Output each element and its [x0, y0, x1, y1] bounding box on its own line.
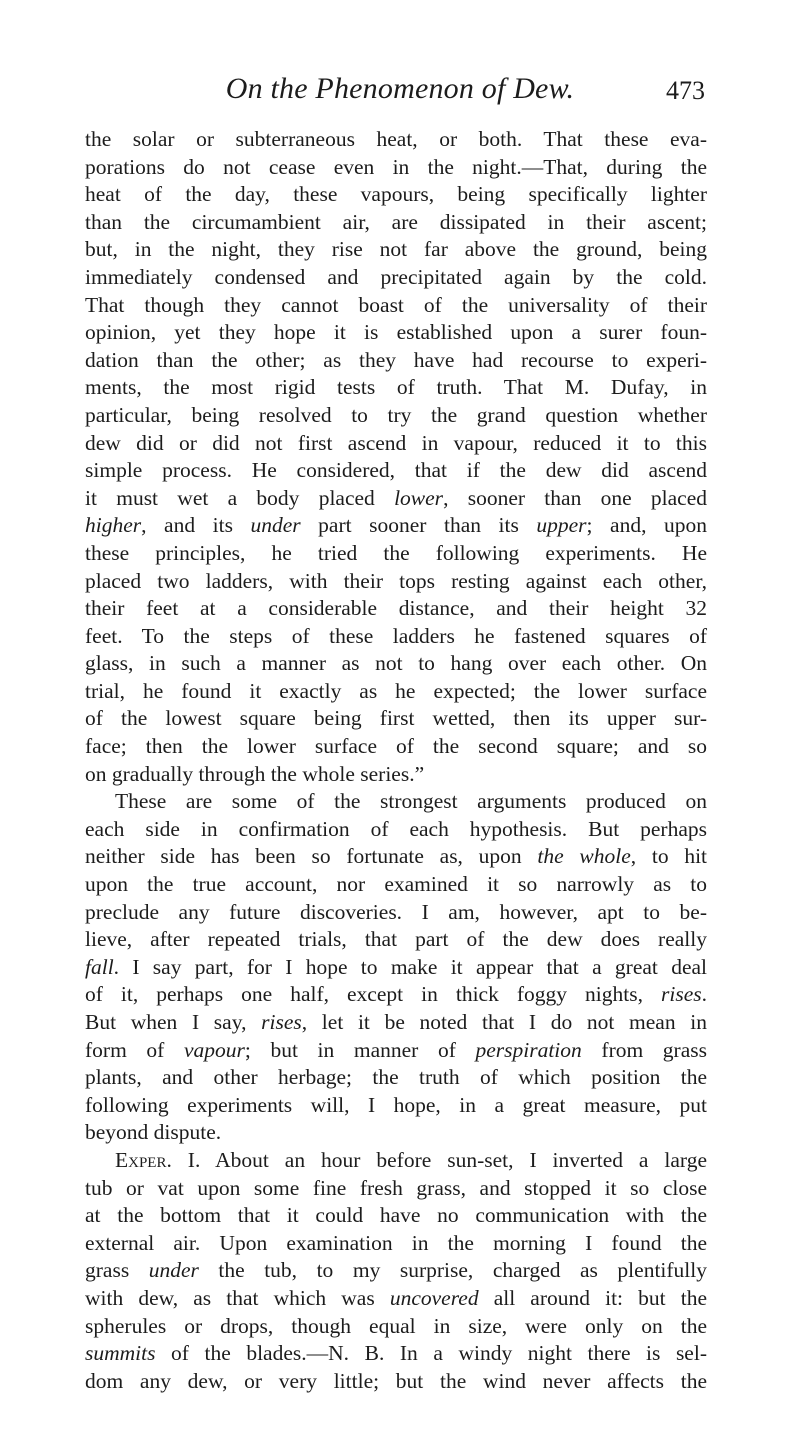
text-line: [85, 181, 707, 209]
text-line: [85, 871, 707, 899]
italic-text: higher: [85, 513, 142, 538]
text-segment: but, in the night, they rise not far above the ground, being: [85, 237, 707, 262]
text-line: [85, 209, 707, 237]
text-segment: from grass: [581, 1037, 707, 1062]
text-line: [85, 1257, 707, 1285]
text-segment: beyond dispute.: [85, 1120, 222, 1145]
body-text: [85, 126, 707, 1395]
text-line: [85, 402, 707, 430]
text-line: [85, 981, 707, 1009]
running-title: On the Phenomenon of Dew.: [225, 72, 575, 105]
text-line: [85, 623, 707, 651]
text-segment: dation than the other; as they have had recourse to experi-: [85, 347, 707, 372]
text-segment: each side in confirmation of each hypothesis. But perhaps: [85, 816, 707, 841]
text-segment: these principles, he tried the following experiments. He: [85, 540, 707, 565]
text-line: [85, 264, 707, 292]
text-line: [85, 954, 707, 982]
text-line: [85, 292, 707, 320]
text-line: [85, 1147, 707, 1175]
italic-text: perspiration: [475, 1037, 582, 1062]
text-line: [85, 899, 707, 927]
text-segment: dew did or did not first ascend in vapour, reduced it to this: [85, 430, 707, 455]
text-line: [85, 1340, 707, 1368]
text-segment: at the bottom that it could have no communication with the: [85, 1203, 707, 1228]
italic-text: under: [250, 513, 301, 538]
text-line: [85, 126, 707, 154]
page-number: 473: [666, 76, 705, 105]
text-segment: placed two ladders, with their tops resting against each other,: [85, 568, 707, 593]
text-segment: neither side has been so fortunate as, upon: [85, 844, 538, 869]
text-line: [85, 568, 707, 596]
text-segment: form of: [85, 1037, 184, 1062]
text-line: [85, 761, 707, 789]
text-line: [85, 843, 707, 871]
text-segment: . I. About an hour before sun-set, I inverted a large: [166, 1147, 707, 1172]
text-segment: of it, perhaps one half, except in thick foggy nights,: [85, 982, 661, 1007]
italic-text: rises: [661, 982, 702, 1007]
italic-text: under: [148, 1258, 199, 1283]
text-segment: their feet at a considerable distance, and their height 32: [85, 596, 707, 621]
text-line: [85, 788, 707, 816]
text-line: [85, 1064, 707, 1092]
italic-text: rises: [261, 1010, 302, 1034]
italic-text: vapour: [183, 1037, 245, 1062]
text-line: [85, 512, 707, 540]
text-segment: , sooner than one placed: [443, 485, 707, 510]
text-segment: , let it be noted that I do not mean in: [301, 1010, 707, 1034]
text-segment: feet. To the steps of these ladders he fastened squares of: [85, 623, 707, 648]
text-segment: ments, the most rigid tests of truth. That M. Dufay, in: [85, 375, 707, 400]
text-segment: than the circumambient air, are dissipated in their ascent;: [85, 209, 707, 234]
text-line: [85, 1037, 707, 1065]
text-segment: trial, he found it exactly as he expected; the lower surface: [85, 678, 707, 703]
text-segment: immediately condensed and precipitated again by the cold.: [85, 264, 707, 289]
text-segment: of the lowest square being first wetted, then its upper sur-: [85, 706, 707, 731]
text-line: [85, 1092, 707, 1120]
text-line: [85, 1009, 707, 1037]
italic-text: the whole: [537, 844, 631, 869]
text-segment: dom any dew, or very little; but the wind never affects the: [85, 1368, 707, 1393]
italic-text: uncovered: [389, 1285, 479, 1310]
text-segment: of the blades.—N. B. In a windy night there is sel-: [155, 1341, 707, 1366]
text-segment: grass: [85, 1258, 149, 1283]
text-segment: preclude any future discoveries. I am, however, apt to be-: [85, 899, 707, 924]
text-line: [85, 816, 707, 844]
text-line: [85, 347, 707, 375]
text-segment: opinion, yet they hope it is established upon a surer foun-: [85, 320, 707, 345]
text-segment: following experiments will, I hope, in a great measure, put: [85, 1092, 707, 1117]
text-segment: spherules or drops, though equal in size, were only on the: [85, 1313, 707, 1338]
text-line: [85, 374, 707, 402]
text-segment: But when I say,: [85, 1010, 262, 1034]
text-segment: on gradually through the whole series.”: [85, 761, 425, 786]
text-line: [85, 1202, 707, 1230]
text-line: [85, 540, 707, 568]
text-line: [85, 485, 707, 513]
text-line: [85, 236, 707, 264]
text-segment: glass, in such a manner as not to hang over each other. On: [85, 651, 707, 676]
text-segment: tub or vat upon some fine fresh grass, and stopped it so close: [85, 1175, 707, 1200]
text-line: [85, 1285, 707, 1313]
text-segment: the solar or subterraneous heat, or both. That these eva-: [85, 127, 707, 151]
text-line: [85, 1119, 707, 1147]
text-line: [85, 154, 707, 182]
smallcaps-text: Exper: [115, 1147, 167, 1172]
text-segment: .: [701, 982, 707, 1007]
text-segment: ; and, upon: [586, 513, 707, 538]
text-line: [85, 1230, 707, 1258]
italic-text: upper: [536, 513, 587, 538]
text-segment: it must wet a body placed: [85, 485, 395, 510]
text-segment: particular, being resolved to try the grand question whether: [85, 402, 707, 427]
text-segment: the tub, to my surprise, charged as plentifully: [198, 1258, 707, 1283]
italic-text: fall: [85, 954, 114, 979]
text-segment: external air. Upon examination in the morning I found the: [85, 1230, 707, 1255]
text-segment: These are some of the strongest arguments produced on: [115, 789, 707, 814]
text-segment: That though they cannot boast of the universality of their: [85, 292, 707, 317]
text-line: [85, 457, 707, 485]
text-segment: lieve, after repeated trials, that part of the dew does really: [85, 927, 707, 952]
text-segment: part sooner than its: [300, 513, 537, 538]
text-segment: plants, and other herbage; the truth of which position the: [85, 1065, 707, 1090]
text-segment: porations do not cease even in the night.—That, during the: [85, 154, 707, 179]
text-line: [85, 705, 707, 733]
text-line: [85, 1368, 707, 1396]
text-segment: , and its: [141, 513, 251, 538]
italic-text: lower: [394, 485, 444, 510]
text-line: [85, 430, 707, 458]
text-segment: ; but in manner of: [244, 1037, 476, 1062]
text-line: [85, 1313, 707, 1341]
text-line: [85, 1175, 707, 1203]
text-segment: , to hit: [630, 844, 708, 869]
text-segment: upon the true account, nor examined it so narrowly as to: [85, 872, 707, 897]
text-segment: heat of the day, these vapours, being specifically lighter: [85, 182, 707, 207]
running-head: [0, 72, 800, 112]
text-line: [85, 595, 707, 623]
italic-text: summits: [85, 1341, 156, 1366]
text-line: [85, 319, 707, 347]
text-segment: face; then the lower surface of the second square; and so: [85, 734, 707, 759]
text-segment: simple process. He considered, that if the dew did ascend: [85, 458, 707, 483]
text-line: [85, 678, 707, 706]
text-line: [85, 650, 707, 678]
text-segment: with dew, as that which was: [85, 1285, 390, 1310]
text-segment: . I say part, for I hope to make it appear that a great deal: [113, 954, 707, 979]
text-segment: all around it: but the: [478, 1285, 707, 1310]
text-line: [85, 926, 707, 954]
text-line: [85, 733, 707, 761]
